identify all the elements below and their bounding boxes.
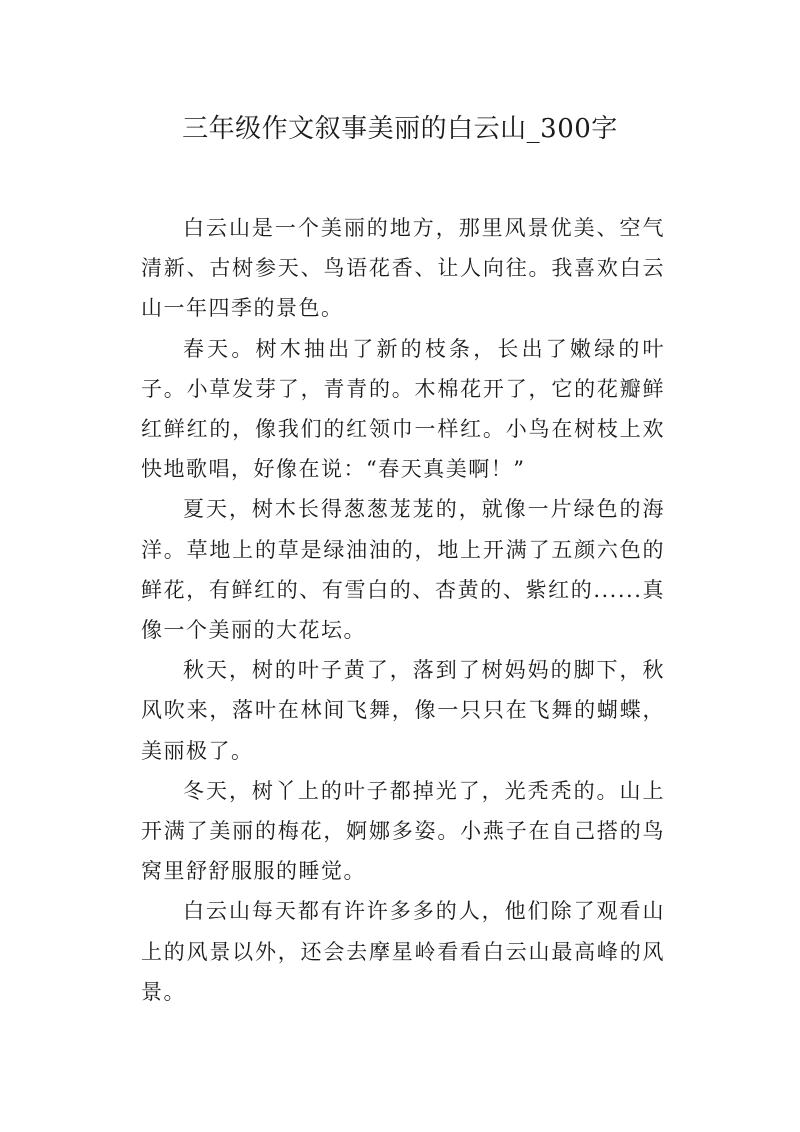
paragraph-summer: 夏天，树木长得葱葱茏茏的，就像一片绿色的海洋。草地上的草是绿油油的，地上开满了五颜六色的鲜花，有鲜红的、有雪白的、杏黄的、紫红的......真像一个美丽的大花坛。 bbox=[141, 497, 665, 643]
paragraph-conclusion: 白云山每天都有许许多多的人，他们除了观看山上的风景以外，还会去摩星岭看看白云山最高峰的风景。 bbox=[141, 899, 665, 1004]
paragraph-spring: 春天。树木抽出了新的枝条，长出了嫩绿的叶子。小草发芽了，青青的。木棉花开了，它的花瓣鲜红鲜红的，像我们的红领巾一样红。小鸟在树枝上欢快地歌唱，好像在说：“春天真美啊！” bbox=[141, 336, 665, 482]
paragraph-winter: 冬天，树丫上的叶子都掉光了，光秃秃的。山上开满了美丽的梅花，婀娜多姿。小燕子在自己搭的鸟窝里舒舒服服的睡觉。 bbox=[141, 778, 665, 884]
document-body bbox=[141, 208, 665, 1012]
document-title: 三年级作文叙事美丽的白云山_300字 bbox=[182, 114, 618, 144]
paragraph-autumn: 秋天，树的叶子黄了，落到了树妈妈的脚下，秋风吹来，落叶在林间飞舞，像一只只在飞舞的蝴蝶，美丽极了。 bbox=[141, 658, 665, 763]
paragraph-intro: 白云山是一个美丽的地方，那里风景优美、空气清新、古树参天、鸟语花香、让人向往。我喜欢白云山一年四季的景色。 bbox=[141, 216, 665, 321]
